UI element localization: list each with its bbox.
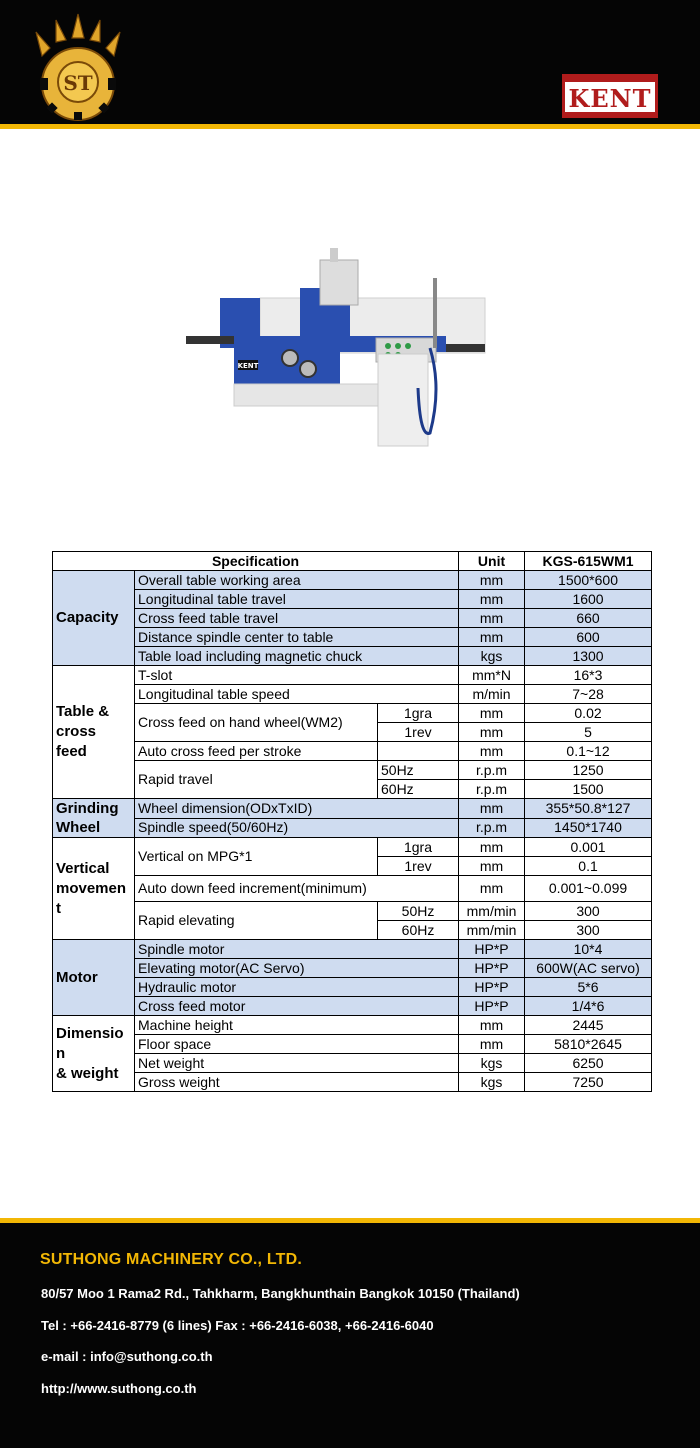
table-row xyxy=(53,1054,652,1073)
group-dimension-weight xyxy=(53,1016,135,1092)
header-model: KGS-615WM1 xyxy=(525,552,652,571)
spec-unit: mm xyxy=(459,1035,525,1054)
group-vertical-movement: Vertical movemen t xyxy=(53,838,135,940)
spec-unit: mm xyxy=(459,857,525,876)
table-row xyxy=(53,666,652,685)
company-website-link[interactable]: http://www.suthong.co.th xyxy=(41,1381,197,1396)
spec-value: 1/4*6 xyxy=(525,997,652,1016)
spec-unit: mm xyxy=(459,838,525,857)
spec-unit: r.p.m xyxy=(459,761,525,780)
spec-unit: mm xyxy=(459,1016,525,1035)
spec-name: Spindle speed(50/60Hz) xyxy=(135,818,459,838)
group-motor: Motor xyxy=(53,940,135,1016)
spec-unit: HP*P xyxy=(459,959,525,978)
spec-value: 0.02 xyxy=(525,704,652,723)
svg-text:ST: ST xyxy=(63,71,93,95)
spec-value: 660 xyxy=(525,609,652,628)
table-row xyxy=(53,571,652,590)
svg-text:KENT: KENT xyxy=(568,84,652,113)
spec-unit: mm xyxy=(459,590,525,609)
spec-name: Rapid travel xyxy=(135,761,378,799)
spec-name: Spindle motor xyxy=(135,940,459,959)
spec-unit: mm xyxy=(459,799,525,819)
spec-name: Cross feed table travel xyxy=(135,609,459,628)
spec-name: Longitudinal table speed xyxy=(135,685,459,704)
spec-value: 5810*2645 xyxy=(525,1035,652,1054)
spec-unit: mm/min xyxy=(459,921,525,940)
spec-unit: mm/min xyxy=(459,902,525,921)
spec-sub: 60Hz xyxy=(378,780,459,799)
spec-value: 1450*1740 xyxy=(525,818,652,838)
spec-name: T-slot xyxy=(135,666,459,685)
table-row xyxy=(53,799,652,819)
spec-name: Auto down feed increment(minimum) xyxy=(135,876,459,902)
specification-table xyxy=(52,551,652,1092)
table-row xyxy=(53,902,652,921)
spec-sub: 1gra xyxy=(378,838,459,857)
spec-sub: 1gra xyxy=(378,704,459,723)
spec-value: 0.001 xyxy=(525,838,652,857)
table-row xyxy=(53,1016,652,1035)
spec-sub: 60Hz xyxy=(378,921,459,940)
spec-unit: kgs xyxy=(459,1054,525,1073)
spec-unit: kgs xyxy=(459,1073,525,1092)
spec-value: 5 xyxy=(525,723,652,742)
spec-value: 7250 xyxy=(525,1073,652,1092)
spec-value: 16*3 xyxy=(525,666,652,685)
spec-unit: mm*N xyxy=(459,666,525,685)
spec-unit: HP*P xyxy=(459,978,525,997)
surface-grinder-image xyxy=(180,238,490,453)
table-row xyxy=(53,609,652,628)
spec-value: 1300 xyxy=(525,647,652,666)
company-email[interactable]: e-mail : info@suthong.co.th xyxy=(41,1349,213,1364)
spec-name: Rapid elevating xyxy=(135,902,378,940)
spec-unit: mm xyxy=(459,876,525,902)
table-row xyxy=(53,959,652,978)
spec-name: Hydraulic motor xyxy=(135,978,459,997)
table-row xyxy=(53,628,652,647)
table-row xyxy=(53,997,652,1016)
spec-sub: 1rev xyxy=(378,723,459,742)
header-specification: Specification xyxy=(53,552,459,571)
spec-value: 10*4 xyxy=(525,940,652,959)
spec-value: 0.1 xyxy=(525,857,652,876)
spec-sub-empty xyxy=(378,742,459,761)
spec-unit: HP*P xyxy=(459,997,525,1016)
spec-unit: mm xyxy=(459,571,525,590)
table-row xyxy=(53,838,652,857)
spec-value: 5*6 xyxy=(525,978,652,997)
table-row xyxy=(53,761,652,780)
spec-value: 2445 xyxy=(525,1016,652,1035)
spec-name: Vertical on MPG*1 xyxy=(135,838,378,876)
spec-name: Wheel dimension(ODxTxID) xyxy=(135,799,459,819)
spec-unit: mm xyxy=(459,742,525,761)
table-row xyxy=(53,818,652,838)
table-row xyxy=(53,590,652,609)
spec-value: 600W(AC servo) xyxy=(525,959,652,978)
spec-sub: 1rev xyxy=(378,857,459,876)
svg-text:KENT: KENT xyxy=(237,362,259,370)
spec-name: Cross feed motor xyxy=(135,997,459,1016)
spec-unit: mm xyxy=(459,704,525,723)
spec-unit: HP*P xyxy=(459,940,525,959)
spec-value: 600 xyxy=(525,628,652,647)
spec-value: 0.1~12 xyxy=(525,742,652,761)
spec-value: 1250 xyxy=(525,761,652,780)
spec-name: Elevating motor(AC Servo) xyxy=(135,959,459,978)
footer xyxy=(0,1223,700,1448)
table-row xyxy=(53,1073,652,1092)
header-accent-stripe xyxy=(0,124,700,129)
spec-value: 355*50.8*127 xyxy=(525,799,652,819)
spec-sub: 50Hz xyxy=(378,761,459,780)
spec-name: Cross feed on hand wheel(WM2) xyxy=(135,704,378,742)
group-weight-label: & weight xyxy=(56,1064,119,1082)
spec-unit: r.p.m xyxy=(459,818,525,838)
spec-value: 1600 xyxy=(525,590,652,609)
company-phone: Tel : +66-2416-8779 (6 lines) Fax : +66-2416-6038, +66-2416-6040 xyxy=(41,1318,434,1333)
group-table-cross-feed: Table & cross feed xyxy=(53,666,135,799)
spec-unit: m/min xyxy=(459,685,525,704)
spec-value: 7~28 xyxy=(525,685,652,704)
spec-name: Distance spindle center to table xyxy=(135,628,459,647)
group-dimension-label: Dimensio n xyxy=(56,1024,124,1062)
spec-sub: 50Hz xyxy=(378,902,459,921)
spec-value: 0.001~0.099 xyxy=(525,876,652,902)
table-row xyxy=(53,647,652,666)
spec-unit: mm xyxy=(459,723,525,742)
spec-unit: r.p.m xyxy=(459,780,525,799)
table-row xyxy=(53,685,652,704)
spec-unit: kgs xyxy=(459,647,525,666)
spec-value: 1500*600 xyxy=(525,571,652,590)
spec-name: Floor space xyxy=(135,1035,459,1054)
table-row xyxy=(53,742,652,761)
spec-name: Auto cross feed per stroke xyxy=(135,742,378,761)
table-row xyxy=(53,978,652,997)
header-unit: Unit xyxy=(459,552,525,571)
spec-value: 300 xyxy=(525,902,652,921)
spec-unit: mm xyxy=(459,609,525,628)
group-grinding-wheel: Grinding Wheel xyxy=(53,799,135,838)
kent-brand-logo xyxy=(562,72,658,120)
table-row xyxy=(53,1035,652,1054)
table-row xyxy=(53,704,652,723)
spec-name: Gross weight xyxy=(135,1073,459,1092)
spec-name: Overall table working area xyxy=(135,571,459,590)
header-bar xyxy=(0,0,700,124)
table-row xyxy=(53,940,652,959)
spec-name: Machine height xyxy=(135,1016,459,1035)
spec-value: 6250 xyxy=(525,1054,652,1073)
group-capacity: Capacity xyxy=(53,571,135,666)
spec-name: Net weight xyxy=(135,1054,459,1073)
table-header-row xyxy=(53,552,652,571)
spec-unit: mm xyxy=(459,628,525,647)
table-row xyxy=(53,876,652,902)
spec-name: Table load including magnetic chuck xyxy=(135,647,459,666)
gear-logo-icon xyxy=(20,12,136,122)
spec-name: Longitudinal table travel xyxy=(135,590,459,609)
company-address: 80/57 Moo 1 Rama2 Rd., Tahkharm, Bangkhunthain Bangkok 10150 (Thailand) xyxy=(41,1286,520,1301)
spec-value: 1500 xyxy=(525,780,652,799)
company-name: SUTHONG MACHINERY CO., LTD. xyxy=(40,1251,302,1268)
spec-value: 300 xyxy=(525,921,652,940)
